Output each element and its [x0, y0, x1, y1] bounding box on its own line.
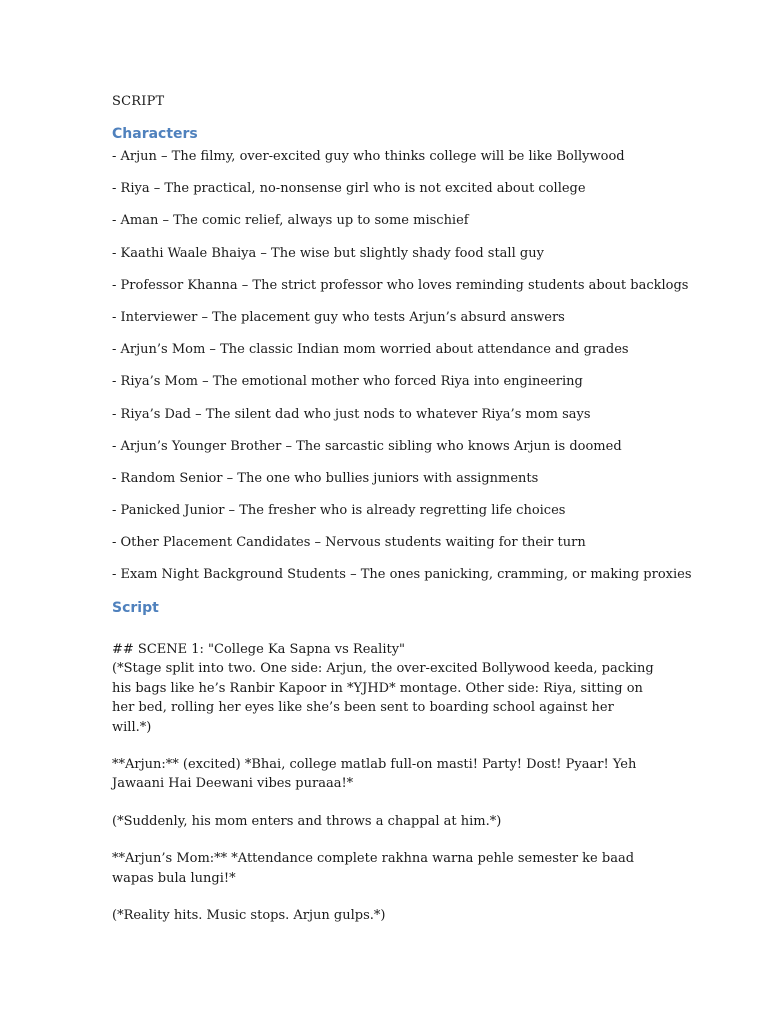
character-item: - Riya – The practical, no-nonsense girl who is not excited about college: [112, 181, 586, 197]
character-item: - Riya’s Mom – The emotional mother who forced Riya into engineering: [112, 374, 583, 390]
character-item: - Aman – The comic relief, always up to some mischief: [112, 213, 469, 229]
stage-direction-reality: (*Reality hits. Music stops. Arjun gulps.*): [112, 908, 386, 924]
characters-heading: Characters: [112, 126, 198, 142]
stage-direction: (*Stage split into two. One side: Arjun, the over-excited Bollywood keeda, packing his bags like he’s Ranbir Kapoor in *YJHD* montage. Other side: Riya, sitting on her bed, rolling her eyes like she’s been sent to boarding school against her will.*): [112, 661, 654, 735]
character-item: - Interviewer – The placement guy who tests Arjun’s absurd answers: [112, 309, 565, 325]
character-item: - Kaathi Waale Bhaiya – The wise but slightly shady food stall guy: [112, 245, 544, 261]
script-body: [112, 640, 657, 943]
character-item: - Arjun’s Mom – The classic Indian mom worried about attendance and grades: [112, 342, 629, 358]
character-item: - Riya’s Dad – The silent dad who just nods to whatever Riya’s mom says: [112, 406, 591, 422]
document-title: SCRIPT: [112, 94, 165, 109]
scene-heading: ## SCENE 1: "College Ka Sapna vs Reality": [112, 642, 406, 657]
stage-direction-mom-enters: (*Suddenly, his mom enters and throws a chappal at him.*): [112, 813, 502, 829]
dialogue-arjuns-mom: **Arjun’s Mom:** *Attendance complete rakhna warna pehle semester ke baad wapas bula lungi!*: [112, 851, 635, 886]
character-item: - Random Senior – The one who bullies juniors with assignments: [112, 470, 539, 486]
character-list: [112, 148, 692, 599]
character-item: - Exam Night Background Students – The ones panicking, cramming, or making proxies: [112, 567, 692, 583]
character-item: - Arjun’s Younger Brother – The sarcastic sibling who knows Arjun is doomed: [112, 438, 622, 454]
character-item: - Panicked Junior – The fresher who is already regretting life choices: [112, 503, 566, 519]
character-item: - Arjun – The filmy, over-excited guy who thinks college will be like Bollywood: [112, 149, 625, 164]
character-item: - Professor Khanna – The strict professor who loves reminding students about backlogs: [112, 277, 689, 293]
script-heading: Script: [112, 600, 159, 616]
character-item: - Other Placement Candidates – Nervous students waiting for their turn: [112, 535, 586, 551]
dialogue-arjun: **Arjun:** (excited) *Bhai, college matlab full-on masti! Party! Dost! Pyaar! Yeh Jawaani Hai Deewani vibes puraaa!*: [112, 757, 637, 792]
